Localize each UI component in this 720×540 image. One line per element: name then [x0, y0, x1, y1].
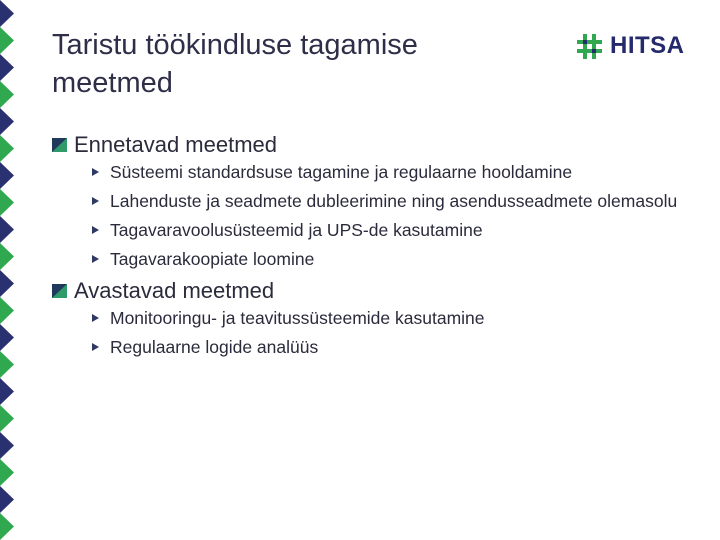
- list-item: Tagavarakoopiate loomine: [88, 247, 692, 272]
- list-item: Süsteemi standardsuse tagamine ja regulaarne hooldamine: [88, 160, 692, 185]
- slide-title: Taristu töökindluse tagamise meetmed: [52, 29, 418, 99]
- hitsa-logo: [577, 33, 685, 59]
- bullet-list: [52, 130, 692, 360]
- triangle-bullet-icon: [92, 226, 99, 234]
- sub-list: [52, 306, 692, 360]
- section-avastavad: [52, 276, 692, 360]
- logo-text: HITSA: [610, 32, 685, 59]
- section-heading: Ennetavad meetmed: [52, 130, 692, 160]
- triangle-bullet-icon: [92, 197, 99, 205]
- sub-list: [52, 160, 692, 272]
- slide-body: [52, 130, 692, 364]
- list-item: Tagavaravoolusüsteemid ja UPS-de kasutamine: [88, 218, 692, 243]
- decorative-side-strip: [0, 0, 18, 540]
- list-item: Regulaarne logide analüüs: [88, 335, 692, 360]
- triangle-bullet-icon: [92, 168, 99, 176]
- hash-logo-icon: [577, 34, 602, 59]
- list-item: Lahenduste ja seadmete dubleerimine ning asendusseadmete olemasolu: [88, 189, 692, 214]
- list-item: Monitooringu- ja teavitussüsteemide kasutamine: [88, 306, 692, 331]
- triangle-bullet-icon: [92, 343, 99, 351]
- square-bullet-icon: [52, 284, 67, 298]
- section-heading: Avastavad meetmed: [52, 276, 692, 306]
- square-bullet-icon: [52, 138, 67, 152]
- triangle-bullet-icon: [92, 314, 99, 322]
- triangle-bullet-icon: [92, 255, 99, 263]
- section-ennetavad: [52, 130, 692, 272]
